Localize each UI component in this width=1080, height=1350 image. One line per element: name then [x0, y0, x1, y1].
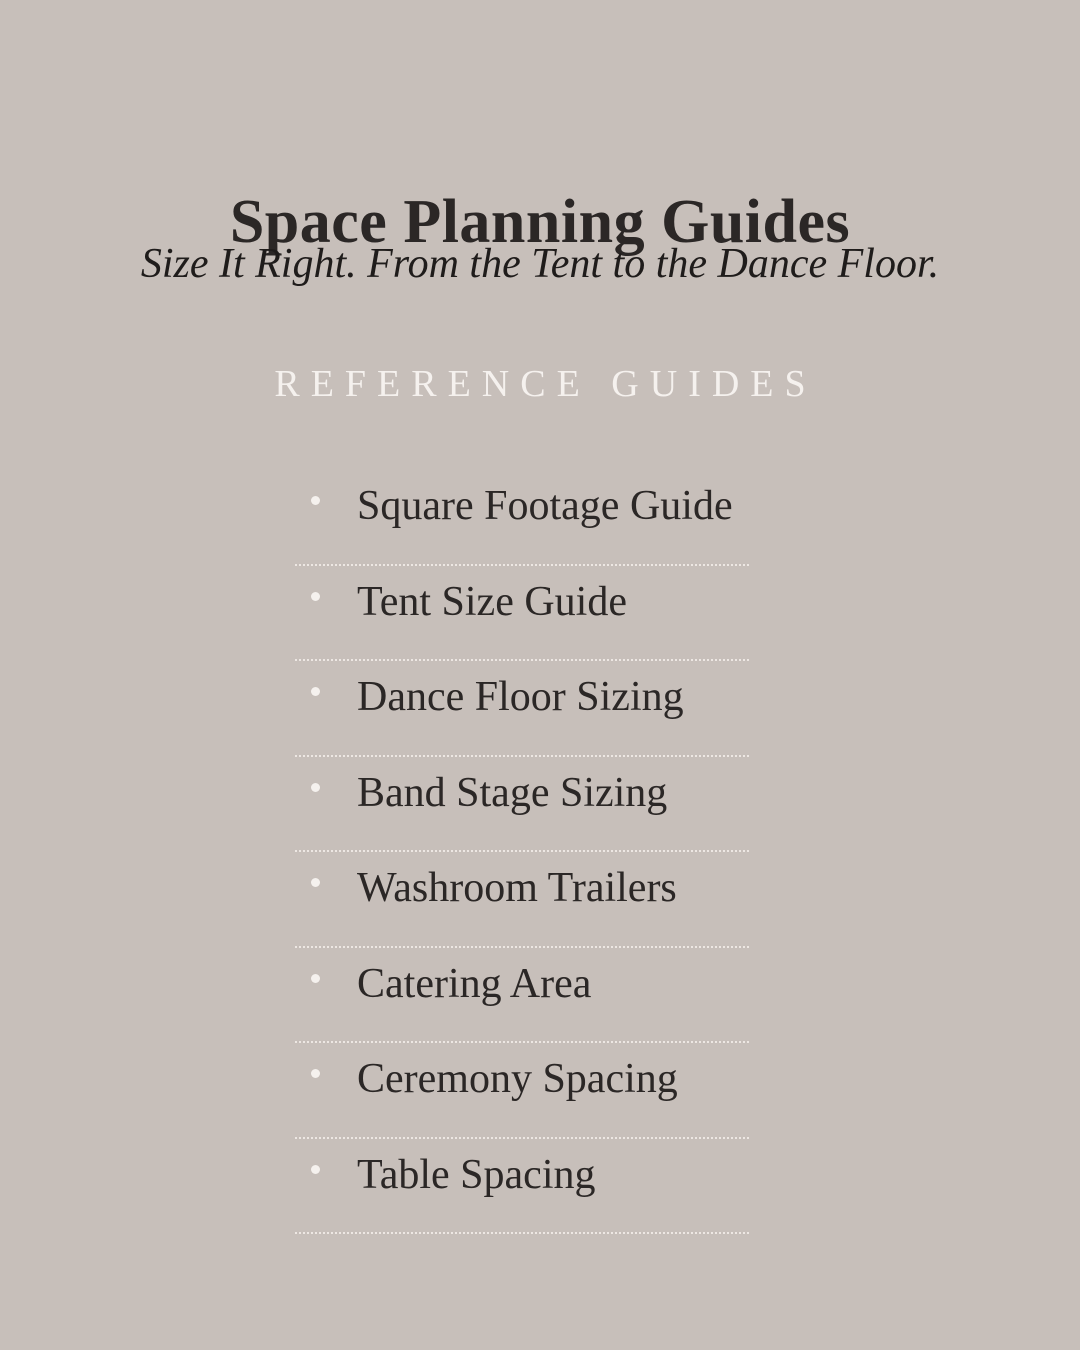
- bullet-icon: [311, 878, 320, 887]
- page-title: Space Planning Guides: [229, 187, 851, 256]
- guide-list: [295, 470, 749, 1234]
- bullet-icon: [311, 687, 320, 696]
- guide-label: Dance Floor Sizing: [357, 674, 684, 720]
- bullet-icon: [311, 592, 320, 601]
- guide-label: Washroom Trailers: [357, 865, 677, 911]
- bullet-icon: [311, 974, 320, 983]
- guide-link-washroom-trailers[interactable]: [295, 852, 749, 948]
- guide-label: Table Spacing: [357, 1151, 596, 1198]
- section-heading: REFERENCE GUIDES: [274, 363, 817, 405]
- guide-label: Square Footage Guide: [357, 483, 733, 529]
- bullet-icon: [311, 1165, 320, 1174]
- guide-label: Band Stage Sizing: [357, 769, 668, 816]
- guide-label: Ceremony Spacing: [357, 1056, 678, 1102]
- bullet-icon: [311, 496, 320, 505]
- guide-link-catering-area[interactable]: [295, 948, 749, 1044]
- guide-label: Tent Size Guide: [357, 578, 627, 625]
- guide-link-dance-floor[interactable]: [295, 661, 749, 757]
- guide-link-square-footage[interactable]: [295, 470, 749, 566]
- guide-link-table-spacing[interactable]: [295, 1139, 749, 1235]
- guide-link-ceremony-spacing[interactable]: [295, 1043, 749, 1139]
- page-subtitle: Size It Right. From the Tent to the Dance Floor.: [140, 241, 940, 287]
- bullet-icon: [311, 1069, 320, 1078]
- guide-label: Catering Area: [357, 960, 592, 1007]
- bullet-icon: [311, 783, 320, 792]
- guide-link-tent-size[interactable]: [295, 566, 749, 662]
- guide-link-band-stage[interactable]: [295, 757, 749, 853]
